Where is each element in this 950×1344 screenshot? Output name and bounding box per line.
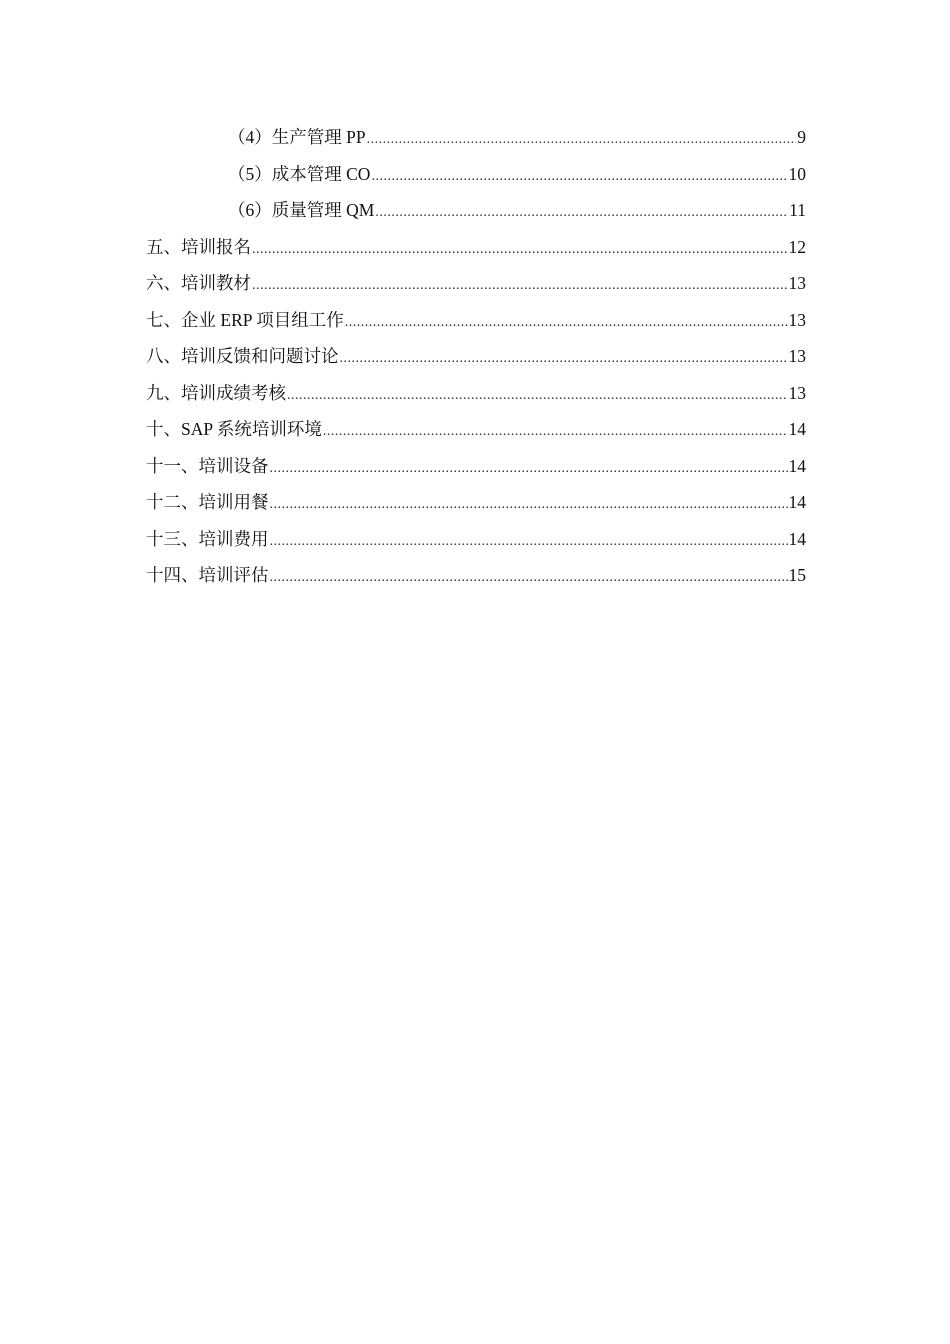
- toc-entry-page-number: 12: [788, 236, 806, 257]
- toc-entry-page-number: 11: [789, 200, 806, 220]
- toc-entry-label: 七、企业 ERP 项目组工作: [146, 309, 344, 330]
- toc-entry-label: 八、培训反馈和问题讨论: [146, 346, 339, 366]
- toc-entry[interactable]: [146, 375, 806, 412]
- toc-entry-label: 十、SAP 系统培训环境: [146, 419, 322, 439]
- toc-entry-page-number: 14: [788, 455, 806, 476]
- toc-entry[interactable]: [146, 229, 806, 266]
- toc-dot-leader: [323, 414, 788, 451]
- toc-entry-page-number: 13: [788, 309, 806, 330]
- toc-dot-leader: [367, 122, 797, 159]
- toc-dot-leader: [270, 560, 788, 597]
- toc-entry-label: 九、培训成绩考核: [146, 382, 286, 403]
- table-of-contents: [146, 119, 806, 594]
- toc-entry-label: （6）质量管理 QM: [228, 200, 375, 220]
- toc-entry[interactable]: [146, 484, 806, 521]
- toc-entry-label: 十一、培训设备: [146, 455, 269, 476]
- toc-entry-label: 五、培训报名: [146, 236, 251, 257]
- toc-dot-leader: [340, 341, 788, 378]
- toc-entry-page-number: 10: [788, 163, 806, 184]
- toc-dot-leader: [252, 268, 788, 305]
- toc-entry-page-number: 14: [788, 528, 806, 549]
- toc-entry-label: 十三、培训费用: [146, 528, 269, 549]
- toc-entry-label: 十四、培训评估: [146, 565, 269, 585]
- toc-entry-page-number: 9: [797, 127, 806, 147]
- toc-entry-label: （4）生产管理 PP: [228, 127, 366, 147]
- toc-entry-label: 六、培训教材: [146, 273, 251, 293]
- toc-entry-page-number: 13: [788, 382, 806, 403]
- toc-entry[interactable]: [146, 411, 806, 448]
- toc-entry[interactable]: [146, 557, 806, 594]
- toc-entry-page-number: 14: [788, 419, 806, 439]
- toc-entry-page-number: 14: [788, 492, 806, 512]
- toc-dot-leader: [345, 305, 788, 342]
- toc-dot-leader: [375, 195, 788, 232]
- toc-dot-leader: [270, 524, 788, 561]
- toc-entry-label: （5）成本管理 CO: [228, 163, 371, 184]
- toc-entry-page-number: 15: [788, 565, 806, 585]
- toc-dot-leader: [270, 451, 788, 488]
- toc-entry[interactable]: [146, 265, 806, 302]
- toc-entry[interactable]: [146, 521, 806, 558]
- toc-entry-page-number: 13: [788, 346, 806, 366]
- toc-entry-page-number: 13: [788, 273, 806, 293]
- toc-entry[interactable]: [146, 302, 806, 339]
- toc-dot-leader: [270, 487, 788, 524]
- toc-dot-leader: [287, 378, 788, 415]
- toc-entry[interactable]: [146, 192, 806, 229]
- toc-entry[interactable]: [146, 448, 806, 485]
- toc-dot-leader: [371, 159, 787, 196]
- toc-dot-leader: [252, 232, 788, 269]
- toc-entry[interactable]: [146, 338, 806, 375]
- toc-entry[interactable]: [146, 156, 806, 193]
- toc-entry[interactable]: [146, 119, 806, 156]
- toc-entry-label: 十二、培训用餐: [146, 492, 269, 512]
